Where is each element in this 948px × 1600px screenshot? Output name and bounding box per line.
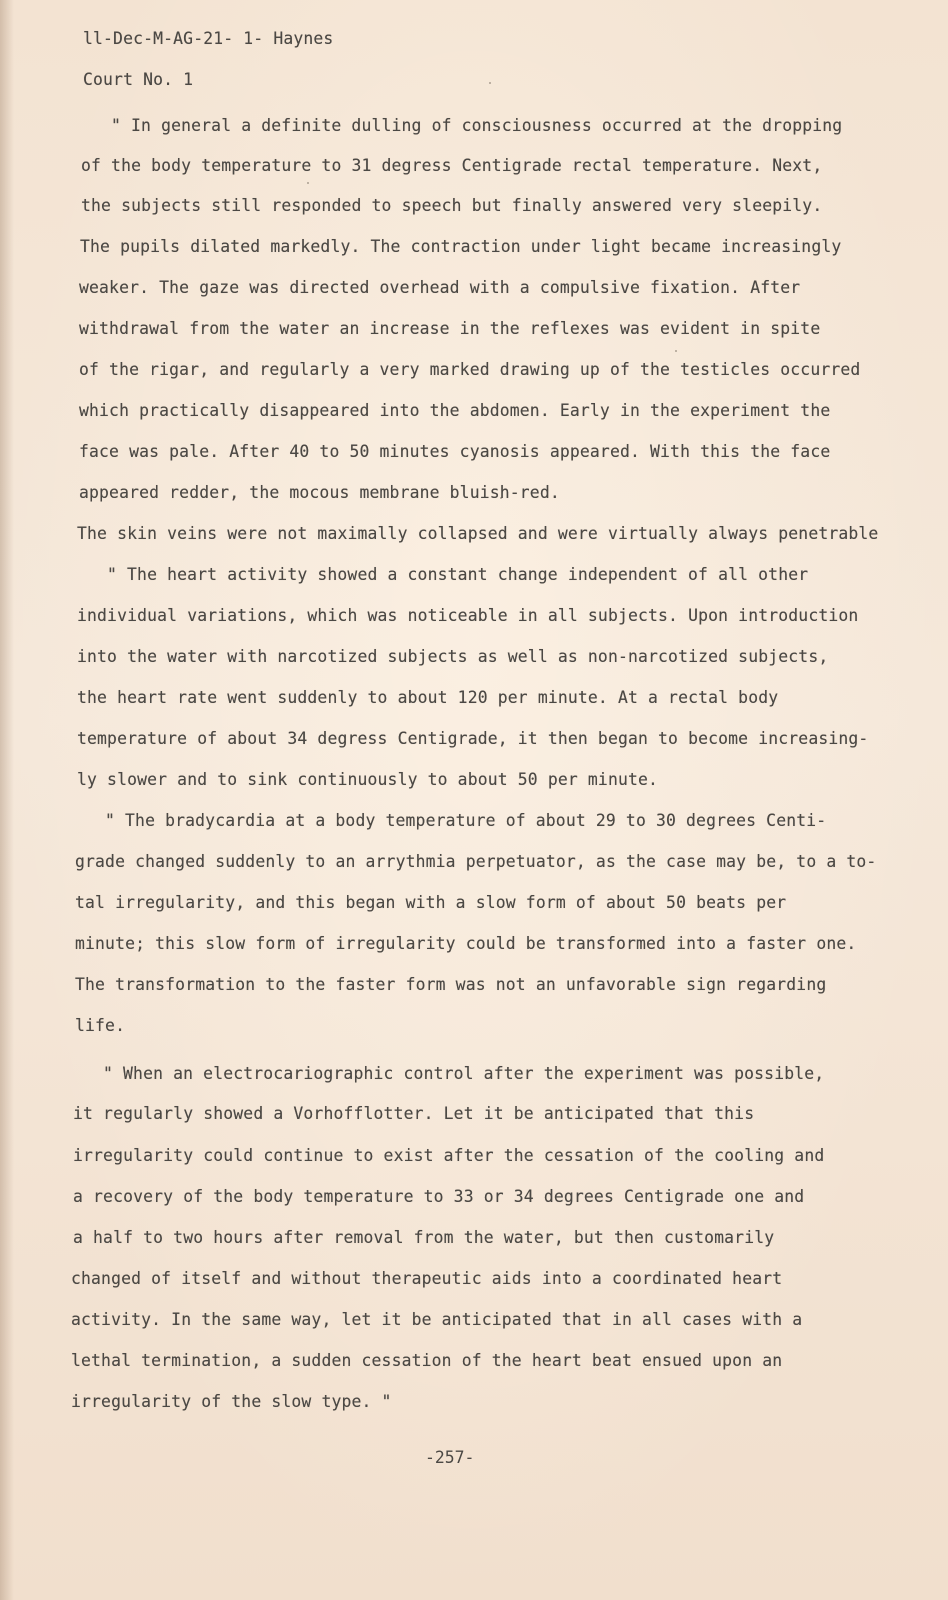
paper-speck bbox=[675, 350, 677, 352]
text-line-11: The skin veins were not maximally collapsed and were virtually always penetrable bbox=[77, 524, 879, 543]
text-line-14: into the water with narcotized subjects as well as non-narcotized subjects, bbox=[77, 647, 829, 666]
text-line-29: changed of itself and without therapeutic aids into a coordinated heart bbox=[71, 1269, 783, 1288]
text-line-23: life. bbox=[75, 1016, 126, 1035]
text-line-9: face was pale. After 40 to 50 minutes cyanosis appeared. With this the face bbox=[79, 442, 831, 461]
text-line-25: it regularly showed a Vorhofflotter. Let it be anticipated that this bbox=[73, 1104, 755, 1123]
text-line-6: withdrawal from the water an increase in the reflexes was evident in spite bbox=[79, 319, 821, 338]
text-line-22: The transformation to the faster form was not an unfavorable sign regarding bbox=[75, 975, 827, 994]
text-line-1: " In general a definite dulling of consciousness occurred at the dropping bbox=[111, 116, 843, 135]
page-edge-shadow bbox=[0, 0, 14, 1600]
text-line-28: a half to two hours after removal from the water, but then customarily bbox=[73, 1228, 775, 1247]
text-line-27: a recovery of the body temperature to 33 or 34 degrees Centigrade one and bbox=[73, 1187, 805, 1206]
text-line-21: minute; this slow form of irregularity could be transformed into a faster one. bbox=[75, 934, 857, 953]
text-line-10: appeared redder, the mocous membrane bluish-red. bbox=[79, 483, 560, 502]
text-line-31: lethal termination, a sudden cessation of the heart beat ensued upon an bbox=[71, 1351, 783, 1370]
text-line-7: of the rigar, and regularly a very marked drawing up of the testicles occurred bbox=[79, 360, 861, 379]
text-line-32: irregularity of the slow type. " bbox=[71, 1392, 392, 1411]
paper-speck bbox=[489, 82, 491, 84]
document-reference-line: ll-Dec-M-AG-21- 1- Haynes bbox=[83, 29, 334, 48]
text-line-19: grade changed suddenly to an arrythmia perpetuator, as the case may be, to a to- bbox=[75, 852, 877, 871]
text-line-24: " When an electrocariographic control after the experiment was possible, bbox=[103, 1064, 825, 1083]
text-line-5: weaker. The gaze was directed overhead with a compulsive fixation. After bbox=[79, 278, 801, 297]
text-line-26: irregularity could continue to exist after the cessation of the cooling and bbox=[73, 1146, 825, 1165]
text-line-15: the heart rate went suddenly to about 120 per minute. At a rectal body bbox=[77, 688, 779, 707]
text-line-4: The pupils dilated markedly. The contraction under light became increasingly bbox=[80, 237, 842, 256]
text-line-17: ly slower and to sink continuously to about 50 per minute. bbox=[77, 770, 659, 789]
text-line-13: individual variations, which was noticeable in all subjects. Upon introduction bbox=[77, 606, 859, 625]
paper-speck bbox=[307, 182, 309, 184]
court-number-line: Court No. 1 bbox=[83, 70, 194, 89]
text-line-3: the subjects still responded to speech but finally answered very sleepily. bbox=[81, 196, 823, 215]
text-line-20: tal irregularity, and this began with a slow form of about 50 beats per bbox=[75, 893, 787, 912]
text-line-8: which practically disappeared into the abdomen. Early in the experiment the bbox=[79, 401, 831, 420]
paper-speck bbox=[500, 497, 502, 499]
text-line-12: " The heart activity showed a constant change independent of all other bbox=[107, 565, 809, 584]
text-line-16: temperature of about 34 degress Centigrade, it then began to become increasing- bbox=[77, 729, 869, 748]
text-line-2: of the body temperature to 31 degress Centigrade rectal temperature. Next, bbox=[81, 156, 823, 175]
page-number: -257- bbox=[425, 1448, 475, 1467]
text-line-30: activity. In the same way, let it be anticipated that in all cases with a bbox=[71, 1310, 803, 1329]
text-line-18: " The bradycardia at a body temperature of about 29 to 30 degrees Centi- bbox=[105, 811, 827, 830]
